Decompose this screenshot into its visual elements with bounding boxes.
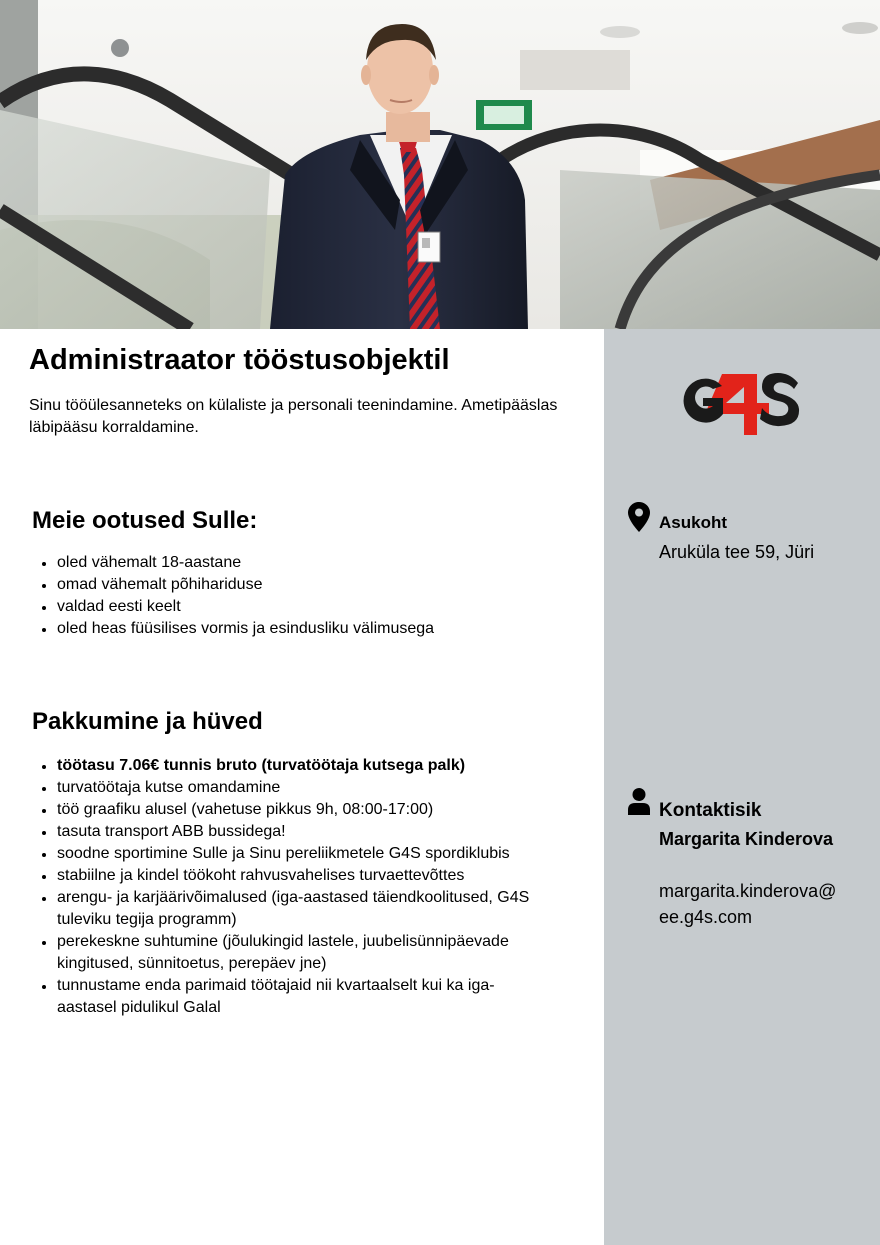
contact-name: Margarita Kinderova bbox=[659, 829, 834, 849]
list-item: valdad eesti keelt bbox=[39, 596, 549, 618]
location-value: Aruküla tee 59, Jüri bbox=[659, 542, 815, 562]
list-item: oled vähemalt 18-aastane bbox=[39, 552, 549, 574]
person-icon bbox=[628, 788, 650, 816]
hero-illustration bbox=[0, 0, 880, 329]
contact-email-line1[interactable]: margarita.kinderova@ bbox=[659, 881, 837, 901]
g4s-logo bbox=[674, 361, 800, 437]
sidebar-panel bbox=[604, 329, 880, 1245]
hero-photo bbox=[0, 0, 880, 329]
list-item: oled heas füüsilises vormis ja esindusliku välimusega bbox=[39, 618, 549, 640]
list-item: tunnustame enda parimaid töötajaid nii kvartaalselt kui ka iga-aastasel pidulikul Galal bbox=[39, 975, 549, 1019]
list-item: turvatöötaja kutse omandamine bbox=[39, 777, 549, 799]
list-item: stabiilne ja kindel töökoht rahvusvahelises turvaettevõttes bbox=[39, 865, 549, 887]
location-pin-icon bbox=[628, 502, 650, 532]
offer-list bbox=[39, 755, 549, 1019]
job-intro: Sinu tööülesanneteks on külaliste ja personali teenindamine. Ametipääslas läbipääsu korraldamine. bbox=[29, 397, 558, 436]
contact-email-line2[interactable]: ee.g4s.com bbox=[659, 907, 753, 927]
list-item: töö graafiku alusel (vahetuse pikkus 9h, 08:00-17:00) bbox=[39, 799, 549, 821]
list-item: töötasu 7.06€ tunnis bruto (turvatöötaja kutsega palk) bbox=[39, 755, 549, 777]
list-item: perekeskne suhtumine (jõulukingid lastele, juubelisünnipäevade kingitused, sünnitoetus, perepäev jne) bbox=[39, 931, 549, 975]
list-item: tasuta transport ABB bussidega! bbox=[39, 821, 549, 843]
contact-label: Kontaktisik bbox=[659, 800, 762, 821]
offer-heading: Pakkumine ja hüved bbox=[32, 708, 263, 735]
list-item: arengu- ja karjäärivõimalused (iga-aastased täiendkoolitused, G4S tuleviku tegija programm) bbox=[39, 887, 549, 931]
g4s-logo-mark bbox=[674, 361, 800, 437]
requirements-list bbox=[39, 552, 549, 640]
list-item: soodne sportimine Sulle ja Sinu pereliikmetele G4S spordiklubis bbox=[39, 843, 549, 865]
list-item: omad vähemalt põhihariduse bbox=[39, 574, 549, 596]
location-label: Asukoht bbox=[659, 513, 727, 532]
job-title: Administraator tööstusobjektil bbox=[29, 344, 450, 376]
requirements-heading: Meie ootused Sulle: bbox=[32, 507, 258, 534]
